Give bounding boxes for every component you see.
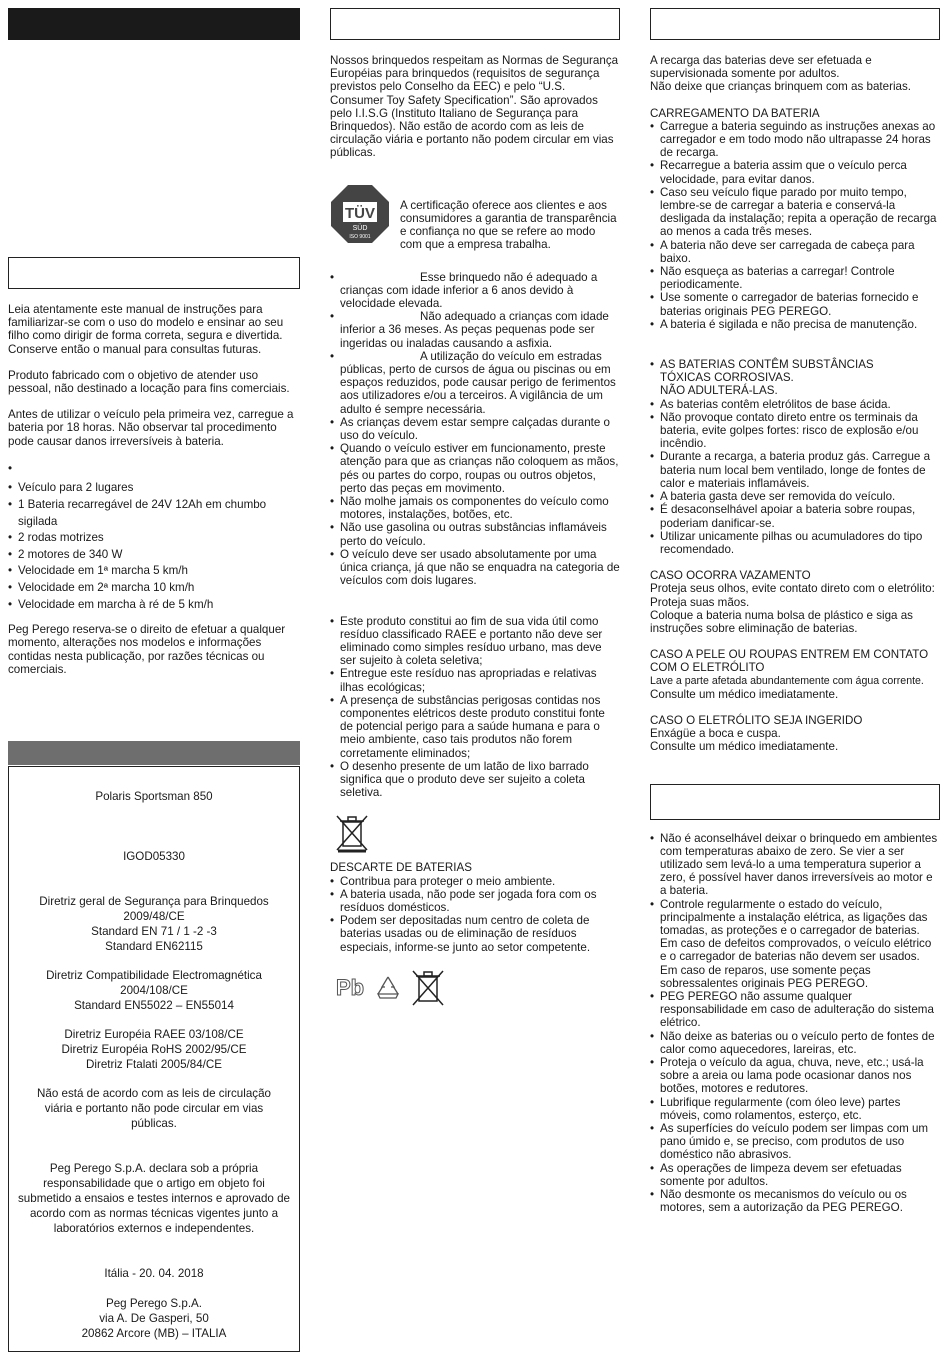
list-item: • Não esqueça as baterias a carregar! Controle periodicamente. — [650, 265, 940, 291]
ingest-line: Enxágüe a boca e cuspa. — [650, 727, 781, 741]
tuv-logo-icon — [330, 184, 390, 244]
directive-line: Standard EN55022 – EN55014 — [74, 999, 234, 1012]
list-item — [8, 461, 300, 478]
list-item: • Carregue a bateria seguindo as instruções anexas ao carregador e em todo modo não ultrapasse 24 horas de recarga. — [650, 120, 940, 160]
list-item: • Contribua para proteger o meio ambiente. — [330, 875, 620, 888]
recharge-line: Não deixe que crianças brinquem com as baterias. — [650, 80, 911, 94]
crossed-bin-icon — [334, 813, 370, 853]
list-item: • Velocidade em 2ª marcha 10 km/h — [8, 580, 300, 597]
list-item: • Não provoque contato direto entre os terminais da bateria, evite golpes fortes: risco de explosão e/ou incêndio. — [650, 411, 940, 451]
list-item: • Caso seu veículo fique parado por muito tempo, lembre-se de carregar a bateria e conservá-la desligada da instalação; repita a operação de recarga ao menos a cada três meses. — [650, 186, 940, 239]
list-item: • Não adequado a crianças com idade inferior a 36 meses. As peças pequenas pode ser ingeridas ou inaladas causando a asfixia. — [330, 310, 620, 350]
reserve-paragraph: Peg Perego reserva-se o direito de efetuar a qualquer momento, alterações nos modelos e informações contidas nesta publicação, por razões técnicas ou comerciais. — [8, 623, 286, 676]
section-header-dark — [8, 8, 300, 40]
list-item: • Não desmonte os mecanismos do veículo ou os motores, sem a autorização da PEG PEREGO. — [650, 1188, 940, 1214]
tuv-paragraph: A certificação oferece aos clientes e aos consumidores a garantia de transparência e confiança no que se refere ao modo com que a empresa trabalha. — [400, 198, 617, 252]
charging-title: CARREGAMENTO DA BATERIA — [650, 106, 820, 120]
battery-title: DESCARTE DE BATERIAS — [330, 861, 472, 875]
list-item: • A bateria gasta deve ser removida do veículo. — [650, 490, 940, 503]
intro-paragraph-3: Antes de utilizar o veículo pela primeira vez, carregue a bateria por 18 horas. Não observar tal procedimento pode causar danos irreversíveis à bateria. — [8, 408, 294, 448]
tuv-logo-iso: ISO 9001 — [349, 233, 371, 240]
conformity-statement: Peg Perego S.p.A. declara sob a própria responsabilidade que o artigo em objeto foi submetido a ensaios e testes internos e aprovado de acordo com as normas técnicas vigentes junto a laboratórios externos e independentes. — [18, 1162, 290, 1235]
directive-line: Diretriz Européia RAEE 03/108/CE — [64, 1028, 244, 1041]
raee-list — [330, 615, 620, 800]
declaration-box — [8, 766, 300, 1352]
list-item: • 2 motores de 340 W — [8, 547, 300, 564]
skin-line: Consulte um médico imediatamente. — [650, 687, 839, 701]
recharge-line: A recarga das baterias deve ser efetuada e supervisionada somente por adultos. — [650, 54, 872, 81]
column-3 — [650, 8, 940, 1214]
list-item: • Proteja o veículo da agua, chuva, neve, etc.; usá-la sobre a areia ou lama pode ocasionar danos nos botões, motores e redutores. — [650, 1056, 940, 1096]
directive-line: Standard EN62115 — [105, 940, 203, 953]
model-name: Polaris Sportsman 850 — [95, 790, 213, 803]
recycle-icon — [374, 974, 402, 1002]
section-header-grey — [8, 741, 300, 765]
spec-list — [8, 461, 300, 613]
column-2 — [330, 8, 620, 1008]
list-item: • Entregue este resíduo nas apropriadas e relativas ilhas ecológicas; — [330, 667, 620, 693]
warning-list — [330, 271, 620, 588]
directive-line: 2004/108/CE — [120, 984, 188, 997]
battery-list — [330, 875, 620, 954]
list-item: • AS BATERIAS CONTÊM SUBSTÂNCIAS TÓXICAS CORROSIVAS. NÃO ADULTERÁ-LAS. — [650, 358, 940, 398]
list-item: • Lubrifique regularmente (com óleo leve) partes móveis, como rolamentos, esterço, etc. — [650, 1096, 940, 1122]
address-line: 20862 Arcore (MB) – ITALIA — [81, 1327, 227, 1340]
list-item: • A bateria usada, não pode ser jogada fora com os resíduos domésticos. — [330, 888, 620, 914]
section-header-box — [330, 8, 620, 40]
list-item: • Esse brinquedo não é adequado a crianças com idade inferior a 6 anos devido à velocidade elevada. — [330, 271, 620, 311]
norms-paragraph: Nossos brinquedos respeitam as Normas de Segurança Européias para brinquedos (requisitos de segurança previstos pelo Conselho da EEC) e pelo “U.S. Consumer Toy Safety Specification”. São aprovados pelo I.I.S.G (Instituto Italiano de Segurança para Brinquedos). Não estão de acordo com as leis de circulação viária e portanto não podem circular em vias públicas. — [330, 54, 619, 160]
list-item: • Velocidade em marcha à ré de 5 km/h — [8, 597, 300, 614]
list-item: • Controle regularmente o estado do veículo, principalmente a instalação elétrica, as ligações das tomadas, as proteções e o carregador de baterias. Em caso de defeitos comprovados, o veículo elétrico e o carregador de baterias não devem ser usados. Em caso de reparos, use somente peças sobressalentes originais PEG PEREGO. — [650, 898, 940, 990]
list-item: • A utilização do veículo em estradas públicas, perto de cursos de água ou piscinas ou em espaços reduzidos, pode causar perigo de ferimentos aos utilizadores e/ou a terceiros. A vigilância de um adulto é sempre necessária. — [330, 350, 620, 416]
leak-line: Coloque a bateria numa bolsa de plástico e siga as instruções sobre eliminação de baterias. — [650, 608, 913, 635]
skin-title: CASO A PELE OU ROUPAS ENTREM EM CONTATO COM O ELETRÓLITO — [650, 648, 929, 675]
address-line: via A. De Gasperi, 50 — [99, 1312, 209, 1325]
declaration-date: Itália - 20. 04. 2018 — [104, 1267, 204, 1280]
ingest-title: CASO O ELETRÓLITO SEJA INGERIDO — [650, 713, 863, 727]
list-item: • As crianças devem estar sempre calçadas durante o uso do veículo. — [330, 416, 620, 442]
list-item: • PEG PEREGO não assume qualquer responsabilidade em caso de adulteração do sistema elétrico. — [650, 990, 940, 1030]
list-item: • As operações de limpeza devem ser efetuadas somente por adultos. — [650, 1162, 940, 1188]
list-item: • Utilizar unicamente pilhas ou acumuladores do tipo recomendado. — [650, 530, 940, 556]
directive-line: Standard EN 71 / 1 -2 -3 — [91, 925, 217, 938]
list-item: • O veículo deve ser usado absolutamente por uma única criança, já que não se enquadra na categoria de veículos com dois lugares. — [330, 548, 620, 588]
toxic-list — [650, 358, 940, 556]
product-code: IGOD05330 — [123, 850, 185, 863]
list-item: • Não molhe jamais os componentes do veículo como motores, instalações, botões, etc. — [330, 495, 620, 521]
directive-line: Diretriz Ftalati 2005/84/CE — [86, 1058, 222, 1071]
list-item: • Velocidade em 1ª marcha 5 km/h — [8, 563, 300, 580]
leak-line: Proteja seus olhos, evite contato direto com o eletrólito: Proteja suas mãos. — [650, 582, 935, 609]
crossed-bin-icon — [410, 968, 446, 1008]
list-item: • Recarregue a bateria assim que o veículo perca velocidade, para evitar danos. — [650, 159, 940, 185]
list-item: • A bateria não deve ser carregada de cabeça para baixo. — [650, 239, 940, 265]
directive-line: Diretriz Européia RoHS 2002/95/CE — [61, 1043, 247, 1056]
list-item: • Podem ser depositadas num centro de coleta de baterias usadas ou de eliminação de resíduos especiais, informe-se junto ao setor competente. — [330, 914, 620, 954]
list-item: • O desenho presente de um latão de lixo barrado significa que o produto deve ser sujeito a coleta seletiva. — [330, 760, 620, 800]
address-line: Peg Perego S.p.A. — [105, 1297, 203, 1310]
tuv-logo-text: TÜV — [345, 204, 375, 222]
list-item: • 2 rodas motrizes — [8, 530, 300, 547]
list-item: • Quando o veículo estiver em funcionamento, preste atenção para que as crianças não coloquem as mãos, pés ou partes do corpo, roupas ou outros objetos, perto das peças em movimento. — [330, 442, 620, 495]
tuv-logo-sub: SÜD — [352, 224, 368, 232]
intro-paragraph-2: Produto fabricado com o objetivo de atender uso pessoal, não destinado a locação para fins comerciais. — [8, 368, 290, 396]
charging-list — [650, 120, 940, 331]
directive-line: Diretriz Compatibilidade Electromagnética — [46, 969, 262, 982]
road-statement: Não está de acordo com as leis de circulação viária e portanto não pode circular em vias públicas. — [37, 1087, 271, 1130]
list-item: • A bateria é sigilada e não precisa de manutenção. — [650, 318, 940, 331]
list-item: • Não é aconselhável deixar o brinquedo em ambientes com temperaturas abaixo de zero. Se vier a ser utilizado sem levá-lo a uma temperatura superior a zero, é possível haver danos irreversíveis ao motor e a bateria. — [650, 832, 940, 898]
battery-symbols — [336, 968, 620, 1008]
list-item: • Durante a recarga, a bateria produz gás. Carregue a bateria num local bem ventilado, longe de fontes de calor e materiais inflamáveis. — [650, 450, 940, 490]
section-header-box — [650, 8, 940, 40]
column-1 — [8, 8, 300, 676]
list-item: • Não deixe as baterias ou o veículo perto de fontes de calor como aquecedores, lareiras, etc. — [650, 1030, 940, 1056]
tuv-block — [330, 184, 620, 262]
directive-line: 2009/48/CE — [123, 910, 185, 923]
intro-paragraph-1: Leia atentamente este manual de instruções para familiarizar-se com o uso do modelo e ensinar ao seu filho como dirigir de forma correta, segura e divertida. Conserve então o manual para consultas futuras. — [8, 303, 284, 356]
list-item: • Este produto constitui ao fim de sua vida útil como resíduo classificado RAEE e portanto não deve ser eliminado como simples resíduo urbano, mas deve ser sujeito à coleta seletiva; — [330, 615, 620, 668]
leak-title: CASO OCORRA VAZAMENTO — [650, 569, 811, 583]
list-item: • 1 Bateria recarregável de 24V 12Ah em chumbo sigilada — [8, 497, 300, 530]
list-item: • As superfícies do veículo podem ser limpas com um pano úmido e, se preciso, com produtos de uso doméstico não abrasivos. — [650, 1122, 940, 1162]
list-item: • É desaconselhável apoiar a bateria sobre roupas, poderiam danificar-se. — [650, 503, 940, 529]
list-item: • Não use gasolina ou outras substâncias inflamáveis perto do veículo. — [330, 521, 620, 547]
list-item: • Veículo para 2 lugares — [8, 480, 300, 497]
section-header-box — [650, 784, 940, 820]
skin-line: Lave a parte afetada abundantemente com água corrente. — [650, 674, 924, 687]
list-item: • A presença de substâncias perigosas contidas nos componentes elétricos deste produto constitui fonte de potencial perigo para a saúde humana e para o meio ambiente, caso tais produtos não forem corretamente eliminados; — [330, 694, 620, 760]
section-header-box — [8, 257, 300, 289]
pb-icon: Pb — [336, 974, 365, 1000]
ingest-line: Consulte um médico imediatamente. — [650, 740, 839, 754]
list-item: • As baterias contêm eletrólitos de base ácida. — [650, 398, 940, 411]
directive-line: Diretriz geral de Segurança para Brinquedos — [39, 895, 269, 908]
list-item: • Use somente o carregador de baterias fornecido e baterias originais PEG PEREGO. — [650, 291, 940, 317]
care-list — [650, 832, 940, 1215]
